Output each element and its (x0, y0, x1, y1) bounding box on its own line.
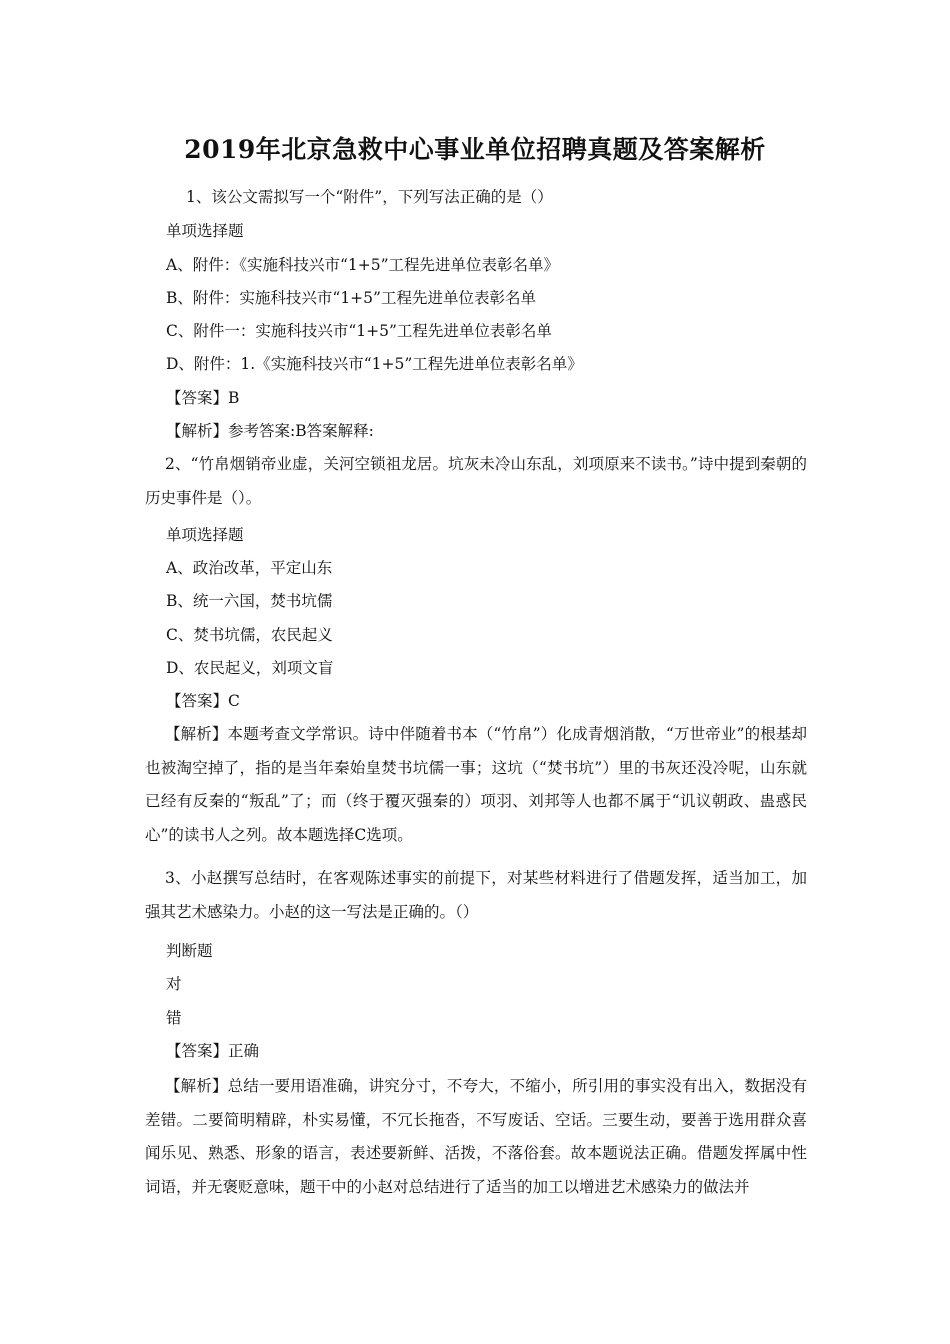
question-1-type: 单项选择题 (166, 222, 244, 240)
question-2-option-c: C、焚书坑儒，农民起义 (166, 626, 333, 644)
question-2-option-a: A、政治改革，平定山东 (166, 559, 333, 577)
question-1-option-d: D、附件：1.《实施科技兴市“1+5”工程先进单位表彰名单》 (166, 355, 583, 373)
question-1-option-c: C、附件一：实施科技兴市“1+5”工程先进单位表彰名单 (166, 322, 552, 340)
question-2-analysis: 【解析】本题考查文学常识。诗中伴随着书本（“竹帛”）化成青烟消散，“万世帝业”的根基却也被淘空掉了，指的是当年秦始皇焚书坑儒一事；这坑（“焚书坑”）里的书灰还没冷呢，山东就已经有反秦的“叛乱”了；而（终于覆灭强秦的）项羽、刘邦等人也都不属于“讥议朝政、蛊惑民心”的读书人之列。故本题选择C选项。 (145, 725, 807, 844)
question-3-type: 判断题 (166, 942, 213, 960)
question-3-text: 3、小赵撰写总结时，在客观陈述事实的前提下，对某些材料进行了借题发挥，适当加工，加强其艺术感染力。小赵的这一写法是正确的。（） (145, 869, 807, 921)
question-3-answer: 【答案】正确 (166, 1042, 260, 1060)
question-2-option-d: D、农民起义，刘项文盲 (166, 659, 334, 677)
question-1-text: 1、该公文需拟写一个“附件”，下列写法正确的是（） (186, 188, 553, 206)
question-1-option-a: A、附件：《实施科技兴市“1+5”工程先进单位表彰名单》 (166, 256, 560, 274)
question-2-option-b: B、统一六国，焚书坑儒 (166, 592, 333, 610)
question-3-analysis: 【解析】总结一要用语准确，讲究分寸，不夸大，不缩小，所引用的事实没有出入，数据没有差错。二要简明精辟，朴实易懂，不冗长拖沓，不写废话、空话。三要生动，要善于选用群众喜闻乐见、熟悉、形象的语言，表述要新鲜、活拨，不落俗套。故本题说法正确。借题发挥属中性词语，并无褒贬意味，题干中的小赵对总结进行了适当的加工以增进艺术感染力的做法并 (145, 1077, 807, 1196)
page-title: 2019年北京急救中心事业单位招聘真题及答案解析 (184, 135, 766, 164)
question-3-option-true: 对 (166, 975, 182, 993)
question-1-answer: 【答案】B (166, 389, 240, 407)
question-2-text: 2、“竹帛烟销帝业虚，关河空锁祖龙居。坑灰未冷山东乱，刘项原来不读书。”诗中提到秦朝的历史事件是（）。 (145, 455, 807, 507)
question-1-analysis: 【解析】参考答案:B答案解释: (166, 422, 374, 440)
question-2-type: 单项选择题 (166, 526, 244, 544)
question-3-option-false: 错 (166, 1009, 182, 1027)
question-2-answer: 【答案】C (166, 692, 240, 710)
question-1-option-b: B、附件：实施科技兴市“1+5”工程先进单位表彰名单 (166, 289, 536, 307)
